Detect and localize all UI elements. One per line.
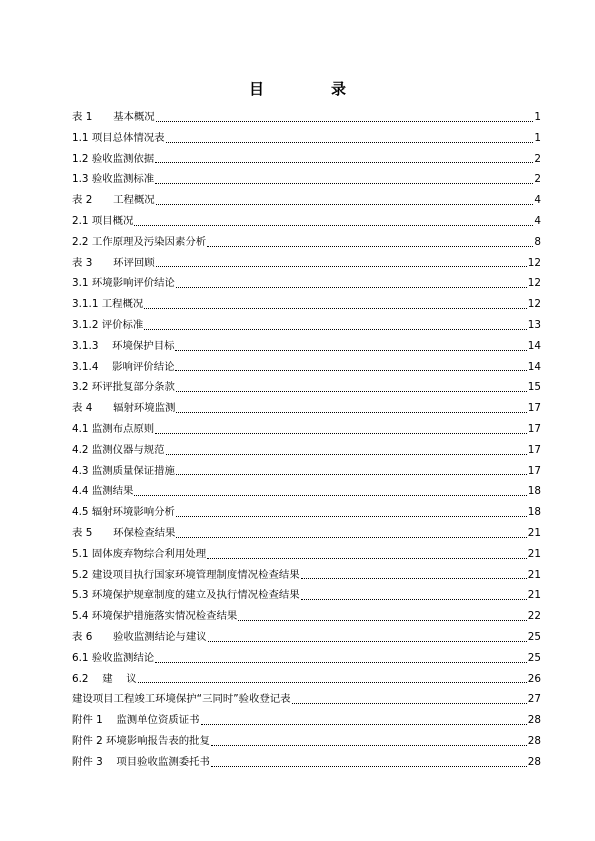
dot-leader	[211, 765, 527, 767]
toc-entry-page-number: 28	[527, 714, 541, 727]
dot-leader	[166, 453, 527, 455]
dot-leader	[176, 286, 527, 288]
dot-leader	[144, 328, 526, 330]
dot-leader	[292, 702, 527, 704]
toc-entry[interactable]	[72, 606, 541, 627]
dot-leader	[155, 161, 533, 163]
toc-entry-label: 1.3 验收监测标准	[72, 173, 155, 186]
toc-entry-label: 5.4 环境保护措施落实情况检查结果	[72, 610, 238, 623]
dot-leader	[175, 369, 526, 371]
toc-entry-label: 附件 2 环境影响报告表的批复	[72, 734, 210, 747]
dot-leader	[207, 557, 527, 559]
dot-leader	[238, 619, 526, 621]
toc-entry-label: 4.4 监测结果	[72, 485, 134, 498]
toc-entry-label: 4.1 监测布点原则	[72, 422, 155, 435]
toc-entry[interactable]	[72, 128, 541, 149]
toc-entry-label: 1.2 验收监测依据	[72, 152, 155, 165]
dot-leader	[155, 182, 533, 184]
toc-entry-page-number: 21	[527, 568, 541, 581]
toc-entry-page-number: 2	[534, 152, 541, 165]
toc-entry-label: 表 3 环评回顾	[72, 256, 155, 269]
toc-entry[interactable]	[72, 398, 541, 419]
toc-entry-page-number: 12	[527, 298, 541, 311]
dot-leader	[176, 515, 527, 517]
toc-entry[interactable]	[72, 149, 541, 170]
toc-entry[interactable]	[72, 648, 541, 669]
toc-entry-page-number: 8	[534, 235, 541, 248]
dot-leader	[208, 640, 527, 642]
dot-leader	[176, 536, 526, 538]
toc-entry[interactable]	[72, 565, 541, 586]
toc-entry-page-number: 1	[534, 131, 541, 144]
dot-leader	[156, 120, 534, 122]
toc-entry-page-number: 28	[527, 734, 541, 747]
toc-entry-label: 附件 1 监测单位资质证书	[72, 714, 200, 727]
toc-entry-label: 5.3 环境保护规章制度的建立及执行情况检查结果	[72, 589, 300, 602]
toc-entry-label: 4.3 监测质量保证措施	[72, 464, 175, 477]
toc-entry-page-number: 26	[527, 672, 541, 685]
table-of-contents	[72, 107, 541, 773]
toc-entry-label: 表 2 工程概况	[72, 194, 155, 207]
toc-entry-page-number: 2	[534, 173, 541, 186]
toc-entry[interactable]	[72, 107, 541, 128]
toc-entry[interactable]	[72, 481, 541, 502]
toc-entry[interactable]	[72, 523, 541, 544]
toc-entry-label: 4.5 辐射环境影响分析	[72, 506, 175, 519]
toc-entry[interactable]	[72, 502, 541, 523]
dot-leader	[301, 577, 527, 579]
toc-entry[interactable]	[72, 627, 541, 648]
toc-entry-page-number: 17	[527, 422, 541, 435]
toc-entry-page-number: 25	[527, 651, 541, 664]
toc-entry[interactable]	[72, 419, 541, 440]
toc-entry-label: 6.2 建 议	[72, 672, 137, 685]
toc-entry-label: 表 1 基本概况	[72, 111, 155, 123]
toc-entry-label: 附件 3 项目验收监测委托书	[72, 755, 210, 768]
dot-leader	[301, 598, 527, 600]
toc-entry-page-number: 17	[527, 402, 541, 415]
dot-leader	[175, 349, 526, 351]
toc-entry-label: 6.1 验收监测结论	[72, 651, 155, 664]
toc-entry-page-number: 18	[527, 506, 541, 519]
dot-leader	[134, 224, 533, 226]
toc-entry-label: 建设项目工程竣工环境保护“三同时”验收登记表	[72, 693, 291, 706]
toc-entry[interactable]	[72, 294, 541, 315]
toc-entry-page-number: 14	[527, 339, 541, 352]
toc-entry-label: 2.1 项目概况	[72, 214, 134, 227]
toc-entry[interactable]	[72, 669, 541, 690]
toc-entry[interactable]	[72, 440, 541, 461]
toc-entry-page-number: 21	[527, 526, 541, 539]
toc-entry-page-number: 12	[527, 277, 541, 290]
dot-leader	[176, 411, 526, 413]
toc-entry-page-number: 4	[534, 214, 541, 227]
toc-entry-label: 表 5 环保检查结果	[72, 526, 176, 539]
toc-entry[interactable]	[72, 710, 541, 731]
toc-entry[interactable]	[72, 377, 541, 398]
toc-entry[interactable]	[72, 253, 541, 274]
toc-entry-label: 3.1.2 评价标准	[72, 318, 144, 331]
dot-leader	[138, 681, 527, 683]
toc-entry[interactable]	[72, 752, 541, 773]
toc-entry-label: 4.2 监测仪器与规范	[72, 443, 165, 456]
toc-entry[interactable]	[72, 689, 541, 710]
toc-entry-page-number: 18	[527, 485, 541, 498]
toc-entry[interactable]	[72, 336, 541, 357]
toc-entry[interactable]	[72, 190, 541, 211]
page-title: 目 录	[248, 80, 372, 98]
toc-entry[interactable]	[72, 273, 541, 294]
toc-entry-label: 表 4 辐射环境监测	[72, 402, 176, 415]
dot-leader	[176, 390, 527, 392]
toc-entry-page-number: 17	[527, 464, 541, 477]
dot-leader	[156, 265, 527, 267]
toc-entry-label: 2.2 工作原理及污染因素分析	[72, 235, 207, 248]
toc-entry-page-number: 12	[527, 256, 541, 269]
toc-entry-page-number: 22	[527, 610, 541, 623]
dot-leader	[156, 203, 534, 205]
toc-entry[interactable]	[72, 169, 541, 190]
toc-entry[interactable]	[72, 357, 541, 378]
toc-entry[interactable]	[72, 585, 541, 606]
toc-entry-label: 表 6 验收监测结论与建议	[72, 630, 207, 643]
dot-leader	[176, 473, 527, 475]
toc-entry-label: 3.1.1 工程概况	[72, 298, 144, 311]
dot-leader	[155, 432, 527, 434]
toc-entry-label: 3.2 环评批复部分条款	[72, 381, 175, 394]
dot-leader	[144, 307, 526, 309]
toc-entry-label: 5.1 固体废弃物综合利用处理	[72, 547, 207, 560]
toc-entry-label: 3.1 环境影响评价结论	[72, 277, 175, 290]
toc-entry-page-number: 28	[527, 755, 541, 768]
toc-entry-page-number: 15	[527, 381, 541, 394]
toc-entry-label: 5.2 建设项目执行国家环境管理制度情况检查结果	[72, 568, 300, 581]
dot-leader	[201, 723, 527, 725]
dot-leader	[134, 494, 526, 496]
toc-entry-label: 3.1.4 影响评价结论	[72, 360, 175, 373]
toc-entry-page-number: 4	[534, 194, 541, 207]
toc-entry[interactable]	[72, 461, 541, 482]
toc-entry-page-number: 13	[527, 318, 541, 331]
dot-leader	[155, 661, 527, 663]
toc-entry-page-number: 1	[534, 111, 541, 123]
toc-entry-page-number: 14	[527, 360, 541, 373]
toc-entry[interactable]	[72, 544, 541, 565]
dot-leader	[211, 744, 527, 746]
toc-entry-page-number: 21	[527, 589, 541, 602]
toc-entry-page-number: 17	[527, 443, 541, 456]
toc-entry-page-number: 25	[527, 630, 541, 643]
toc-entry-label: 3.1.3 环境保护目标	[72, 339, 175, 352]
toc-entry-page-number: 27	[527, 693, 541, 706]
dot-leader	[166, 141, 534, 143]
toc-entry[interactable]	[72, 211, 541, 232]
toc-entry[interactable]	[72, 731, 541, 752]
toc-entry-label: 1.1 项目总体情况表	[72, 131, 165, 144]
toc-entry[interactable]	[72, 232, 541, 253]
toc-entry-page-number: 21	[527, 547, 541, 560]
toc-entry[interactable]	[72, 315, 541, 336]
dot-leader	[207, 245, 533, 247]
